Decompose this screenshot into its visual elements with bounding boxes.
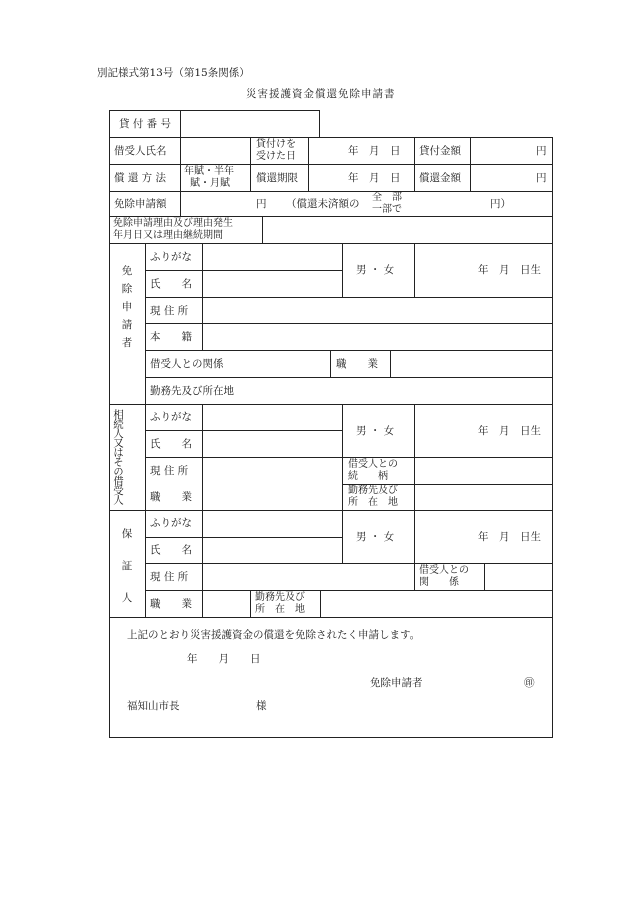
borrower-name-label: 借受人氏名 bbox=[114, 145, 167, 157]
part-label: 一部で bbox=[372, 204, 402, 215]
heir-gender: 男 ・ 女 bbox=[356, 425, 395, 437]
heir-relation-label-2: 続 柄 bbox=[348, 471, 388, 482]
loan-amount-label: 貸付金額 bbox=[419, 145, 461, 157]
guarantor-gender: 男 ・ 女 bbox=[356, 531, 395, 543]
applicant-furigana-label: ふりがな bbox=[150, 251, 192, 263]
loan-date-label-1: 貸付けを bbox=[256, 139, 296, 150]
repay-method-option-2: 賦・月賦 bbox=[190, 178, 230, 189]
repaid-amount-yen: 円 bbox=[536, 172, 547, 184]
reason-label-1: 免除申請理由及び理由発生 bbox=[113, 218, 233, 229]
guarantor-birth: 年 月 日生 bbox=[478, 531, 541, 543]
repaid-amount-label: 償還金額 bbox=[419, 172, 461, 184]
guarantor-name-label: 氏 名 bbox=[150, 544, 192, 556]
guarantor-section-label: 保 証 人 bbox=[121, 528, 133, 604]
all-label: 全 部 bbox=[372, 192, 402, 203]
applicant-signature-label: 免除申請者 bbox=[370, 677, 423, 689]
mayor-label: 福知山市長 bbox=[127, 700, 180, 712]
applicant-workplace-label: 勤務先及び所在地 bbox=[150, 385, 234, 397]
unpaid-note: （償還未済額の bbox=[286, 198, 360, 210]
heir-relation-label-1: 借受人との bbox=[348, 459, 398, 470]
repay-deadline-value: 年 月 日 bbox=[348, 172, 401, 184]
exempt-amount-label: 免除申請額 bbox=[114, 198, 167, 210]
guarantor-workplace-label-2: 所 在 地 bbox=[255, 604, 305, 615]
guarantor-occupation-label: 職 業 bbox=[150, 598, 192, 610]
applicant-address-label: 現 住 所 bbox=[150, 305, 189, 317]
repay-method-option-1: 年賦・半年 bbox=[184, 166, 234, 177]
applicant-occupation-label: 職 業 bbox=[336, 358, 378, 370]
declaration-statement: 上記のとおり災害援護資金の償還を免除されたく申請します。 bbox=[127, 629, 421, 641]
guarantor-relation-label-1: 借受人との bbox=[419, 565, 469, 576]
seal-mark: ㊞ bbox=[524, 677, 535, 689]
guarantor-address-label: 現 住 所 bbox=[150, 571, 189, 583]
applicant-domicile-label: 本 籍 bbox=[150, 331, 192, 343]
applicant-gender: 男 ・ 女 bbox=[356, 264, 395, 276]
exempt-amount-yen: 円 bbox=[256, 198, 267, 210]
declaration-date: 年 月 日 bbox=[187, 653, 261, 665]
heir-section-label: 相続人又はその借受人 bbox=[112, 409, 124, 504]
heir-name-label: 氏 名 bbox=[150, 438, 192, 450]
heir-workplace-label-1: 勤務先及び bbox=[348, 485, 398, 496]
loan-date-label-2: 受けた日 bbox=[256, 151, 296, 162]
guarantor-workplace-label-1: 勤務先及び bbox=[255, 592, 305, 603]
heir-birth: 年 月 日生 bbox=[478, 425, 541, 437]
honorific-sama: 様 bbox=[256, 700, 267, 712]
loan-date-value: 年 月 日 bbox=[348, 145, 401, 157]
reason-label-2: 年月日又は理由継続期間 bbox=[113, 230, 223, 241]
exempt-amount-yen-close: 円） bbox=[490, 198, 511, 210]
repay-deadline-label: 償還期限 bbox=[256, 172, 298, 184]
heir-furigana-label: ふりがな bbox=[150, 411, 192, 423]
loan-amount-yen: 円 bbox=[536, 145, 547, 157]
loan-number-label: 貸 付 番 号 bbox=[119, 118, 172, 130]
form-title: 災害援護資金償還免除申請書 bbox=[246, 88, 396, 100]
applicant-name-label: 氏 名 bbox=[150, 278, 192, 290]
guarantor-relation-label-2: 関 係 bbox=[419, 577, 459, 588]
heir-occupation-label: 職 業 bbox=[150, 491, 192, 503]
heir-workplace-label-2: 所 在 地 bbox=[348, 497, 398, 508]
guarantor-furigana-label: ふりがな bbox=[150, 517, 192, 529]
applicant-section-label: 免 除 申 請 者 bbox=[121, 265, 133, 349]
repay-method-label: 償 還 方 法 bbox=[114, 172, 167, 184]
applicant-birth: 年 月 日生 bbox=[478, 264, 541, 276]
applicant-relation-label: 借受人との関係 bbox=[150, 358, 224, 370]
form-reference: 別記様式第13号（第15条関係） bbox=[97, 67, 250, 79]
heir-address-label: 現 住 所 bbox=[150, 465, 189, 477]
